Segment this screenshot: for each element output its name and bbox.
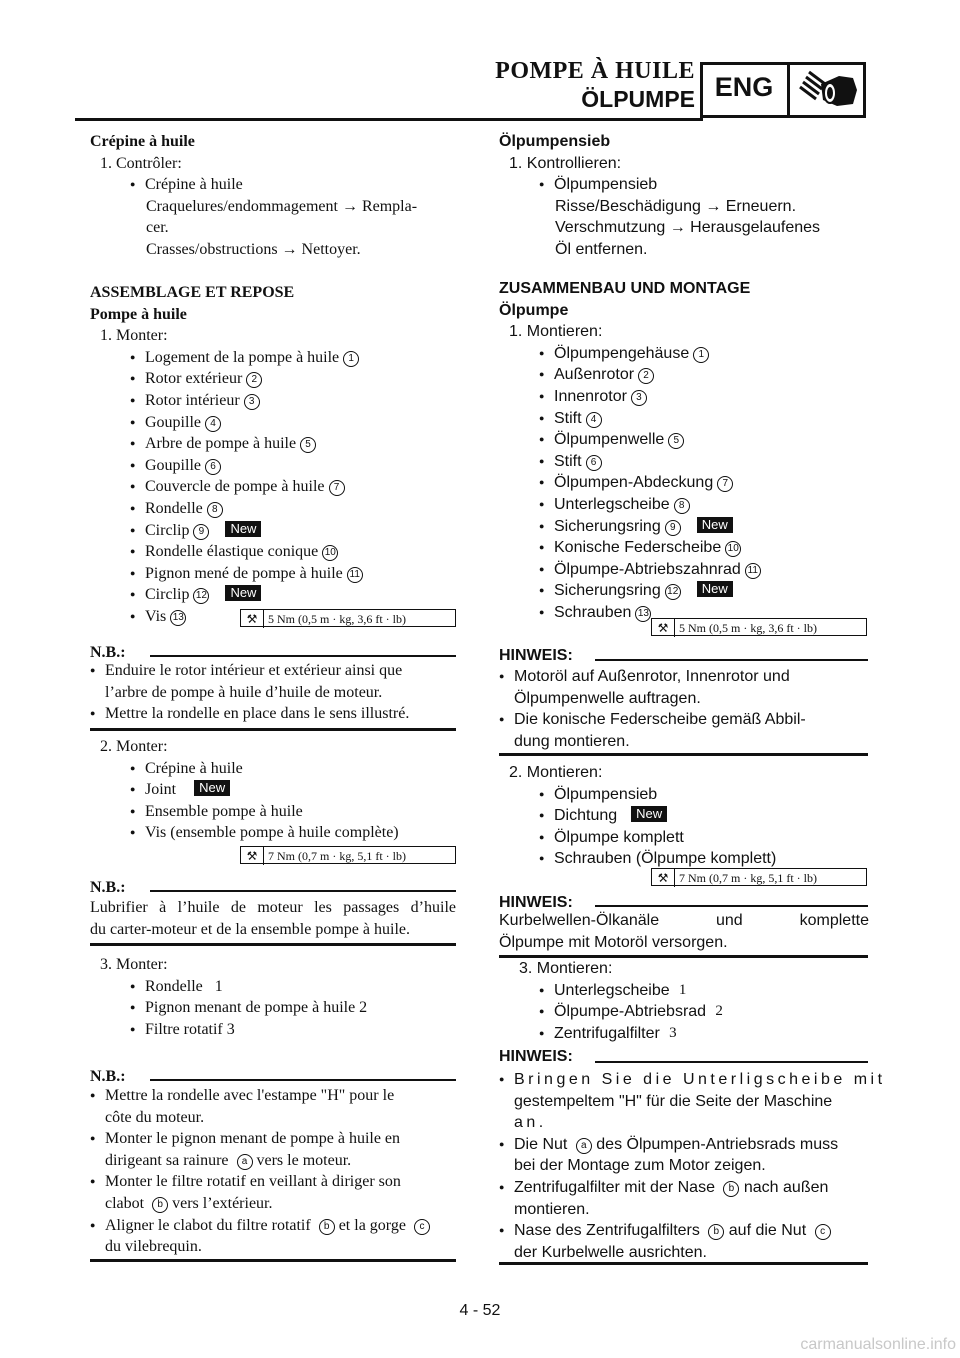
callout-number: 3 xyxy=(631,390,647,406)
fr-nb-1 xyxy=(90,660,456,725)
fr-step3-item-2: ● Pignon menant de pompe à huile 2 xyxy=(90,997,456,1019)
de-section-step3 xyxy=(499,958,869,1044)
de-torque-2 xyxy=(651,868,867,886)
fr-parts-item-3 xyxy=(90,390,456,412)
callout-number: 1 xyxy=(343,351,359,367)
de-parts-item-8 xyxy=(499,494,869,516)
fr-parts-item-label: Vis xyxy=(145,607,167,625)
fr-step2-item-4: ● Vis (ensemble pompe à huile complète) xyxy=(90,822,456,844)
fr-section-step2 xyxy=(90,736,456,844)
fr-nb-2-end-rule xyxy=(90,943,456,946)
header-rule xyxy=(75,118,703,121)
fr-parts-item-label: Goupille xyxy=(145,456,201,474)
fr-crack-line2: cer. xyxy=(146,219,169,237)
de-h3-2b: bei der Montage zum Motor zeigen. xyxy=(514,1157,766,1175)
callout-b: b xyxy=(723,1181,739,1197)
callout-number: 8 xyxy=(674,498,690,514)
callout-a: a xyxy=(237,1154,253,1170)
fr-parts-item-6 xyxy=(90,455,456,477)
de-parts-item-label: Stift xyxy=(554,452,582,470)
de-h1-c: ● Die konische Federscheibe gemäß Abbil- xyxy=(499,709,869,731)
fr-parts-item-label: Goupille xyxy=(145,413,201,431)
fr-nb-3-3b-text: clabot xyxy=(105,1194,145,1212)
fr-nb-3-2b-text: dirigeant sa rainure xyxy=(105,1151,229,1169)
fr-dirt-line: Crasses/obstructions → Nettoyer. xyxy=(146,240,361,258)
callout-number: 2 xyxy=(715,1003,723,1020)
de-h1-a: ● Motoröl auf Außenrotor, Innenrotor und xyxy=(499,666,869,688)
fr-nb-3-2b xyxy=(90,1150,456,1172)
de-hinweis-1-end-rule xyxy=(499,753,868,756)
de-hinweis-1-label: HINWEIS: xyxy=(499,647,573,664)
callout-number: 6 xyxy=(586,455,602,471)
de-install-step1: 1. Montieren: xyxy=(509,323,603,341)
fr-parts-item-9 xyxy=(90,520,456,542)
callout-number: 11 xyxy=(745,563,761,579)
fr-nb-3-3b xyxy=(90,1193,456,1215)
callout-number: 5 xyxy=(300,437,316,453)
page-number: 4 - 52 xyxy=(459,1302,501,1319)
de-h3-4b: der Kurbelwelle ausrichten. xyxy=(514,1243,707,1261)
de-torque-1-value: 5 Nm (0,5 m · kg, 3,6 ft · lb) xyxy=(679,621,817,635)
callout-number: 1 xyxy=(678,981,687,998)
new-tag: New xyxy=(631,806,667,822)
fr-nb-2-b: du carter-moteur et de la ensemble pompe à huile. xyxy=(90,920,410,938)
de-hinweis-1-rule xyxy=(595,659,868,661)
fr-nb-1-a: ● Enduire le rotor intérieur et extérieur ainsi que xyxy=(90,660,456,682)
de-hinweis-3-label: HINWEIS: xyxy=(499,1048,573,1065)
wrench-icon: ⚒ xyxy=(652,869,675,887)
callout-number: 11 xyxy=(347,567,363,583)
fr-parts-item-8 xyxy=(90,498,456,520)
fr-nb-1-c: ● Mettre la rondelle en place dans le sens illustré. xyxy=(90,703,456,725)
de-step3-item-1 xyxy=(499,980,869,1002)
callout-number: 6 xyxy=(205,459,221,475)
de-hinweis-3-rule xyxy=(595,1061,868,1063)
fr-step2-item-2-label: Joint xyxy=(145,781,177,799)
de-parts-item-label: Schrauben xyxy=(554,603,632,621)
de-parts-list-1 xyxy=(499,343,869,624)
fr-step2-item-1: ● Crépine à huile xyxy=(90,758,456,780)
fr-nb-2-a: Lubrifier à l’huile de moteur les passages d’huile xyxy=(90,899,456,916)
de-crack-line: Risse/Beschädigung → Erneuern. xyxy=(555,197,797,215)
callout-number: 12 xyxy=(665,584,681,600)
fr-nb-3-4a xyxy=(90,1215,456,1237)
fr-nb-2-label: N.B.: xyxy=(90,879,126,896)
callout-c: c xyxy=(815,1224,831,1240)
fr-pump-title: Pompe à huile xyxy=(90,305,187,323)
fr-install-step1: 1. Monter: xyxy=(100,327,168,345)
fr-parts-item-label: Arbre de pompe à huile xyxy=(145,435,297,453)
new-tag: New xyxy=(194,780,230,796)
fr-parts-item-label: Circlip xyxy=(145,586,190,604)
callout-number: 13 xyxy=(170,610,186,626)
de-parts-item-10 xyxy=(499,537,869,559)
fr-section-strainer xyxy=(90,131,456,261)
de-hinweis-1 xyxy=(499,666,869,752)
callout-number: 9 xyxy=(193,524,209,540)
callout-number: 13 xyxy=(635,606,651,622)
callout-b: b xyxy=(152,1197,168,1213)
fr-nb-1-b: l’arbre de pompe à huile d’huile de moteur. xyxy=(105,683,383,701)
new-tag: New xyxy=(225,521,261,537)
de-hinweis-3-end-rule xyxy=(499,1262,868,1265)
fr-parts-item-label: Rotor extérieur xyxy=(145,370,243,388)
de-assembly-title: ZUSAMMENBAU UND MONTAGE xyxy=(499,280,751,297)
fr-parts-item-7 xyxy=(90,476,456,498)
fr-nb-3-4b: du vilebrequin. xyxy=(105,1238,202,1256)
callout-number: 1 xyxy=(693,347,709,363)
fr-install-step3: 3. Monter: xyxy=(100,956,168,973)
fr-install-step2: 2. Monter: xyxy=(100,738,168,755)
fr-nb-2 xyxy=(90,897,456,940)
de-step3-item-label: Ölpumpe-Abtriebsrad xyxy=(554,1003,707,1021)
callout-number: 10 xyxy=(725,541,741,557)
fr-step3-item-1: ● Rondelle 1 xyxy=(90,976,456,998)
de-h2-a: Kurbelwellen-Ölkanäle und komplette xyxy=(499,912,869,929)
fr-parts-item-label: Circlip xyxy=(145,521,190,539)
fr-step2-item-3: ● Ensemble pompe à huile xyxy=(90,801,456,823)
eng-badge-label: ENG xyxy=(714,72,774,102)
wrench-icon: ⚒ xyxy=(652,619,675,637)
fr-torque-1 xyxy=(240,609,456,627)
fr-parts-list-1 xyxy=(90,347,456,628)
de-parts-item-11 xyxy=(499,559,869,581)
fr-nb-3-rule xyxy=(150,1079,456,1081)
de-h3-2a-text: Die Nut xyxy=(514,1135,568,1153)
callout-number: 9 xyxy=(665,520,681,536)
callout-number: 3 xyxy=(244,394,260,410)
de-parts-item-6 xyxy=(499,451,869,473)
de-h3-3a-text-end: nach außen xyxy=(743,1178,829,1196)
de-h3-4a xyxy=(499,1220,869,1242)
de-step2-item-3: ● Ölpumpe komplett xyxy=(499,827,869,849)
de-parts-item-label: Ölpumpe-Abtriebszahnrad xyxy=(554,560,741,578)
callout-b: b xyxy=(319,1219,335,1235)
wrench-icon: ⚒ xyxy=(241,847,264,865)
fr-nb-3-4a-text-mid: et la gorge xyxy=(338,1216,406,1234)
callout-b: b xyxy=(708,1224,724,1240)
callout-number: 3 xyxy=(669,1024,677,1041)
de-strainer-item: ● Ölpumpensieb xyxy=(499,174,869,196)
fr-nb-3-3b-text-end: vers l’extérieur. xyxy=(172,1194,273,1212)
de-h3-3b: montieren. xyxy=(514,1200,590,1218)
fr-nb-1-end-rule xyxy=(90,728,456,731)
callout-number: 8 xyxy=(207,502,223,518)
fr-section-assembly xyxy=(90,282,456,628)
de-parts-item-label: Unterlegscheibe xyxy=(554,495,670,513)
de-h3-1a: ● Bringen Sie die Unterligscheibe mit xyxy=(499,1069,869,1091)
fr-parts-item-label: Rondelle xyxy=(145,499,203,517)
fr-nb-3 xyxy=(90,1085,456,1258)
callout-number: 7 xyxy=(329,480,345,496)
callout-number: 7 xyxy=(717,476,733,492)
de-parts-item-label: Ölpumpengehäuse xyxy=(554,344,690,362)
fr-parts-item-label: Rondelle élastique conique xyxy=(145,543,319,561)
de-install-step2: 2. Montieren: xyxy=(509,764,603,781)
new-tag: New xyxy=(697,517,733,533)
de-step3-item-label: Zentrifugalfilter xyxy=(554,1024,660,1042)
de-hinweis-3 xyxy=(499,1069,886,1263)
de-h3-1c: an. xyxy=(514,1114,547,1132)
de-hinweis-2-rule xyxy=(595,905,868,907)
fr-parts-item-5 xyxy=(90,433,456,455)
de-parts-item-label: Konische Federscheibe xyxy=(554,539,722,557)
new-tag: New xyxy=(225,585,261,601)
de-parts-item-label: Ölpumpen-Abdeckung xyxy=(554,474,714,492)
de-parts-list-3 xyxy=(499,980,869,1045)
eng-badge-divider xyxy=(787,62,790,118)
fr-nb-3-label: N.B.: xyxy=(90,1068,126,1085)
fr-parts-item-label: Logement de la pompe à huile xyxy=(145,348,340,366)
watermark: carmanualsonline.info xyxy=(800,1336,956,1353)
de-dirt-line2: Öl entfernen. xyxy=(555,240,648,258)
de-h3-2a-text-end: des Ölpumpen-Antriebsrads muss xyxy=(596,1135,839,1153)
callout-a: a xyxy=(576,1138,592,1154)
callout-c: c xyxy=(414,1219,430,1235)
de-parts-item-label: Innenrotor xyxy=(554,387,627,405)
de-section-step2 xyxy=(499,762,869,870)
de-parts-item-4 xyxy=(499,408,869,430)
fr-parts-item-label: Pignon mené de pompe à huile xyxy=(145,564,343,582)
fr-nb-3-2a: ● Monter le pignon menant de pompe à huile en xyxy=(90,1128,456,1150)
fr-nb-3-1a: ● Mettre la rondelle avec l'estampe "H" pour le xyxy=(90,1085,456,1107)
fr-torque-1-value: 5 Nm (0,5 m · kg, 3,6 ft · lb) xyxy=(268,612,406,626)
de-parts-item-2 xyxy=(499,364,869,386)
fr-parts-item-11 xyxy=(90,563,456,585)
fr-nb-3-4a-text: Aligner le clabot du filtre rotatif xyxy=(105,1216,311,1234)
de-step3-item-3 xyxy=(499,1023,869,1045)
de-torque-1 xyxy=(651,618,867,636)
de-parts-item-label: Sicherungsring xyxy=(554,582,661,600)
header-title-fr: POMPE À HUILE xyxy=(495,58,695,84)
engine-icon xyxy=(795,66,861,114)
de-step2-item-4: ● Schrauben (Ölpumpe komplett) xyxy=(499,848,869,870)
de-parts-item-12 xyxy=(499,580,869,602)
fr-parts-item-label: Rotor intérieur xyxy=(145,391,240,409)
de-h3-4a-text: Nase des Zentrifugalfilters xyxy=(514,1222,700,1240)
de-step2-item-2-label: Dichtung xyxy=(554,807,618,825)
fr-parts-item-label: Couvercle de pompe à huile xyxy=(145,478,325,496)
de-step3-item-2 xyxy=(499,1001,869,1023)
fr-torque-2-value: 7 Nm (0,7 m · kg, 5,1 ft · lb) xyxy=(268,849,406,863)
fr-crack-line1: Craquelures/endommagement → Rempla- xyxy=(146,197,418,215)
de-parts-item-label: Stift xyxy=(554,409,582,427)
fr-nb-1-rule xyxy=(150,655,456,657)
de-step2-item-2 xyxy=(499,805,869,827)
fr-step3-item-3: ● Filtre rotatif 3 xyxy=(90,1019,456,1041)
de-parts-item-label: Sicherungsring xyxy=(554,517,661,535)
de-hinweis-2-label: HINWEIS: xyxy=(499,894,573,911)
de-check-step: 1. Kontrollieren: xyxy=(509,154,622,172)
fr-strainer-item: ● Crépine à huile xyxy=(90,174,456,196)
fr-assembly-title: ASSEMBLAGE ET REPOSE xyxy=(90,284,295,301)
de-hinweis-2 xyxy=(499,910,869,953)
callout-number: 4 xyxy=(586,412,602,428)
fr-nb-1-label: N.B.: xyxy=(90,644,126,661)
fr-nb-3-2b-text-end: vers le moteur. xyxy=(256,1151,352,1169)
de-torque-2-value: 7 Nm (0,7 m · kg, 5,1 ft · lb) xyxy=(679,871,817,885)
de-parts-item-9 xyxy=(499,516,869,538)
fr-nb-2-rule xyxy=(150,890,456,892)
de-parts-item-7 xyxy=(499,472,869,494)
fr-step2-item-2 xyxy=(90,779,456,801)
fr-nb-3-3a: ● Monter le filtre rotatif en veillant à diriger son xyxy=(90,1171,456,1193)
fr-parts-item-2 xyxy=(90,368,456,390)
fr-strainer-title: Crépine à huile xyxy=(90,133,195,150)
de-parts-item-1 xyxy=(499,343,869,365)
de-h3-4a-text-mid: auf die Nut xyxy=(728,1222,807,1240)
de-step2-item-1: ● Ölpumpensieb xyxy=(499,784,869,806)
de-install-step3: 3. Montieren: xyxy=(519,960,613,977)
de-parts-item-5 xyxy=(499,429,869,451)
de-h2-b: Ölpumpe mit Motoröl versorgen. xyxy=(499,933,728,951)
fr-parts-item-4 xyxy=(90,412,456,434)
fr-parts-item-12 xyxy=(90,584,456,606)
de-parts-item-3 xyxy=(499,386,869,408)
de-section-strainer xyxy=(499,131,869,261)
de-h3-2a xyxy=(499,1134,869,1156)
callout-number: 2 xyxy=(638,368,654,384)
callout-number: 12 xyxy=(193,588,209,604)
callout-number: 5 xyxy=(668,433,684,449)
de-step3-item-label: Unterlegscheibe xyxy=(554,981,670,999)
de-h1-d: dung montieren. xyxy=(514,732,630,750)
de-h3-1b: gestempeltem "H" für die Seite der Maschine xyxy=(514,1092,833,1110)
fr-parts-item-10 xyxy=(90,541,456,563)
callout-number: 4 xyxy=(205,416,221,432)
de-pump-title: Ölpumpe xyxy=(499,301,569,319)
de-parts-item-label: Ölpumpenwelle xyxy=(554,431,665,449)
fr-nb-3-end-rule xyxy=(90,1259,456,1262)
de-dirt-line1: Verschmutzung → Herausgelaufenes xyxy=(555,219,821,237)
callout-number: 2 xyxy=(246,372,262,388)
de-parts-item-label: Außenrotor xyxy=(554,366,635,384)
fr-parts-item-1 xyxy=(90,347,456,369)
de-h1-b: Ölpumpenwelle auftragen. xyxy=(514,689,701,707)
fr-section-step3 xyxy=(90,954,456,1040)
fr-check-step: 1. Contrôler: xyxy=(100,154,182,172)
de-strainer-title: Ölpumpensieb xyxy=(499,133,611,150)
de-section-assembly xyxy=(499,278,869,624)
de-h3-3a-text: Zentrifugalfilter mit der Nase xyxy=(514,1178,715,1196)
wrench-icon: ⚒ xyxy=(241,610,264,628)
fr-torque-2 xyxy=(240,846,456,864)
fr-nb-3-1b: côte du moteur. xyxy=(105,1108,205,1126)
de-h3-3a xyxy=(499,1177,869,1199)
new-tag: New xyxy=(697,581,733,597)
header-title-de: ÖLPUMPE xyxy=(581,86,695,112)
callout-number: 10 xyxy=(322,545,338,561)
